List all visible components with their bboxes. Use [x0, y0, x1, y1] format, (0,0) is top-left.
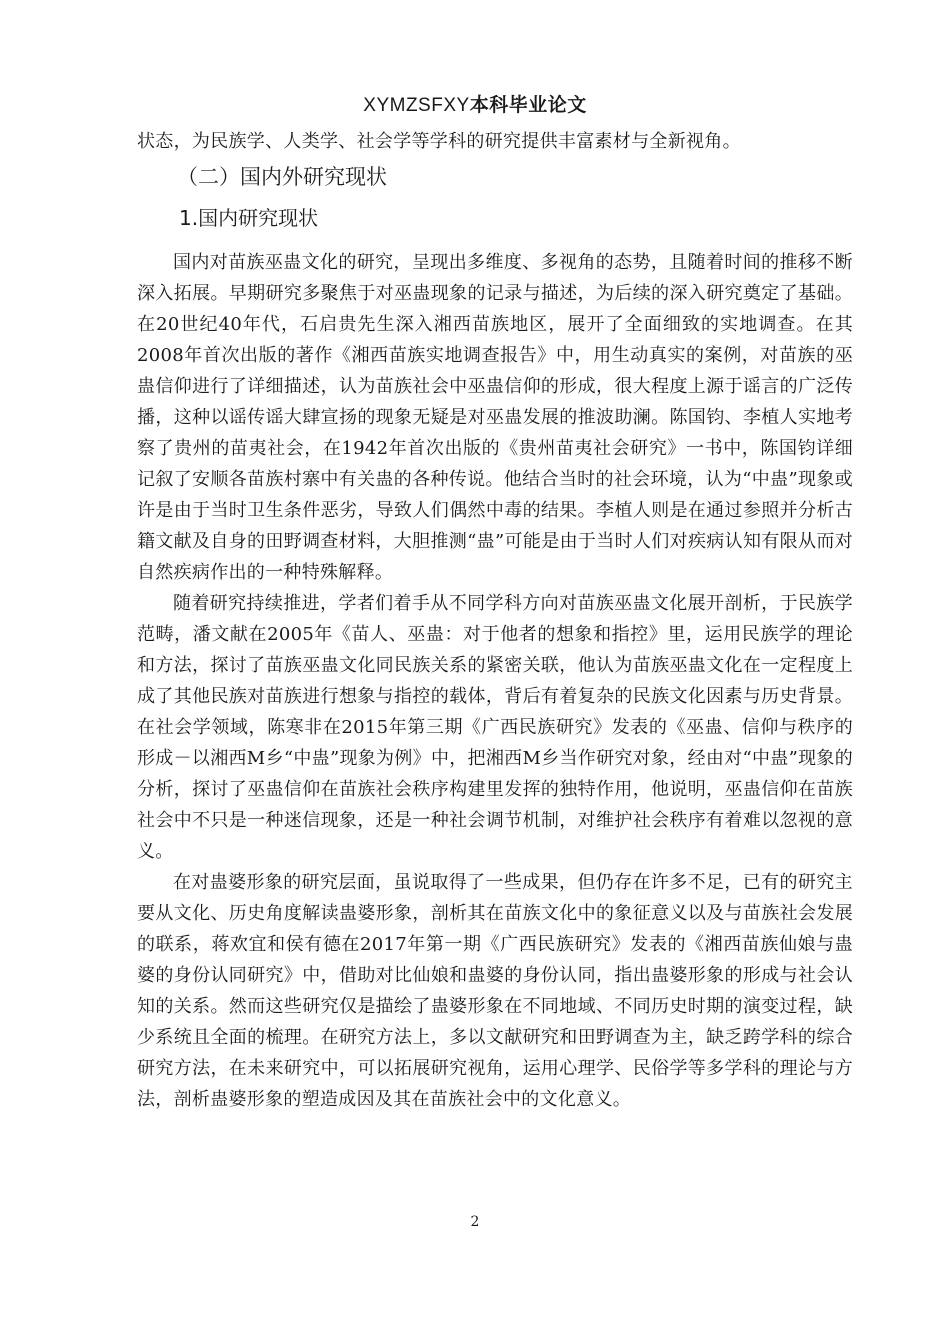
page-number: 2	[470, 1214, 480, 1230]
subsection-heading: 1.国内研究现状	[179, 206, 319, 230]
section-heading: （二）国内外研究现状	[177, 165, 387, 189]
paragraph-3: 在对蛊婆形象的研究层面，虽说取得了一些成果，但仍存在许多不足，已有的研究主要从文化、历史角度解读蛊婆形象，剖析其在苗族文化中的象征意义以及与苗族社会发展的联系，蒋欢宜和侯有德在2017年第一期《广西民族研究》发表的《湘西苗族仙娘与蛊婆的身份认同研究》中，借助对比仙娘和蛊婆的身份认同，指出蛊婆形象的形成与社会认知的关系。然而这些研究仅是描绘了蛊婆形象在不同地域、不同历史时期的演变过程，缺少系统且全面的梳理。在研究方法上，多以文献研究和田野调查为主，缺乏跨学科的综合研究方法，在未来研究中，可以拓展研究视角，运用心理学、民俗学等多学科的理论与方法，剖析蛊婆形象的塑造成因及其在苗族社会中的文化意义。	[137, 872, 853, 1110]
running-header	[0, 92, 950, 119]
paragraph-2: 随着研究持续推进，学者们着手从不同学科方向对苗族巫蛊文化展开剖析，于民族学范畴，潘文献在2005年《苗人、巫蛊：对于他者的想象和指控》里，运用民族学的理论和方法，探讨了苗族巫蛊文化同民族关系的紧密关联，他认为苗族巫蛊文化在一定程度上成了其他民族对苗族进行想象与指控的载体，背后有着复杂的民族文化因素与历史背景。在社会学领域，陈寒非在2015年第三期《广西民族研究》发表的《巫蛊、信仰与秩序的形成－以湘西M乡“中蛊”现象为例》中，把湘西M乡当作研究对象，经由对“中蛊”现象的分析，探讨了巫蛊信仰在苗族社会秩序构建里发挥的独特作用，他说明，巫蛊信仰在苗族社会中不只是一种迷信现象，还是一种社会调节机制，对维护社会秩序有着难以忽视的意义。	[137, 593, 853, 862]
header-code: XYMZSFXY	[363, 95, 470, 116]
body-text	[137, 126, 853, 1115]
continuation-paragraph: 状态，为民族学、人类学、社会学等学科的研究提供丰富素材与全新视角。	[137, 131, 741, 152]
paragraph-1: 国内对苗族巫蛊文化的研究，呈现出多维度、多视角的态势，且随着时间的推移不断深入拓展。早期研究多聚焦于对巫蛊现象的记录与描述，为后续的深入研究奠定了基础。在20世纪40年代，石启贵先生深入湘西苗族地区，展开了全面细致的实地调查。在其2008年首次出版的著作《湘西苗族实地调查报告》中，用生动真实的案例，对苗族的巫蛊信仰进行了详细描述，认为苗族社会中巫蛊信仰的形成，很大程度上源于谣言的广泛传播，这种以谣传谣大肆宣扬的现象无疑是对巫蛊发展的推波助澜。陈国钧、李植人实地考察了贵州的苗夷社会，在1942年首次出版的《贵州苗夷社会研究》一书中，陈国钧详细记叙了安顺各苗族村寨中有关蛊的各种传说。他结合当时的社会环境，认为“中蛊”现象或许是由于当时卫生条件恶劣，导致人们偶然中毒的结果。李植人则是在通过参照并分析古籍文献及自身的田野调查材料，大胆推测“蛊”可能是由于当时人们对疾病认知有限从而对自然疾病作出的一种特殊解释。	[137, 252, 853, 583]
header-label: 本科毕业论文	[469, 94, 587, 116]
